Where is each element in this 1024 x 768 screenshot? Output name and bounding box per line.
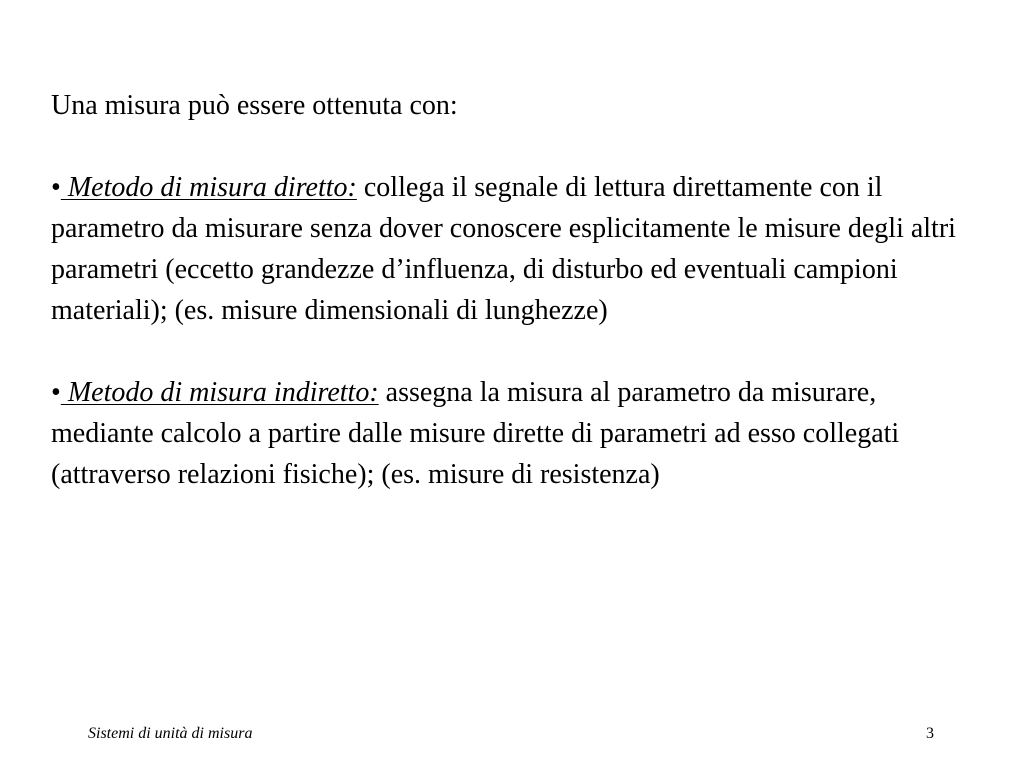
description-indirect-method: assegna la misura al parametro da misurare, mediante calcolo a partire dalle misure dirette di parametri ad esso collegati (attraverso relazioni fisiche); (es. misure di resistenza)	[51, 377, 900, 490]
bullet-glyph: •	[51, 377, 61, 408]
description-direct-method: collega il segnale di lettura direttamente con il parametro da misurare senza dover conoscere esplicitamente le misure degli altri parametri (eccetto grandezze d’influenza, di disturbo ed eventuali campioni materiali); (es. misure dimensionali di lunghezze)	[51, 172, 956, 326]
footer-title: Sistemi di unità di misura	[88, 725, 253, 742]
bullet-item-indirect	[51, 372, 971, 495]
page-number: 3	[926, 725, 934, 742]
spacer	[51, 331, 971, 372]
spacer	[51, 126, 971, 167]
bullet-item-direct	[51, 167, 971, 331]
term-indirect-method: Metodo di misura indiretto:	[60, 377, 379, 408]
intro-text: Una misura può essere ottenuta con:	[51, 90, 458, 121]
bullet-glyph: •	[51, 172, 61, 203]
slide-body	[51, 85, 971, 495]
term-direct-method: Metodo di misura diretto:	[60, 172, 357, 203]
